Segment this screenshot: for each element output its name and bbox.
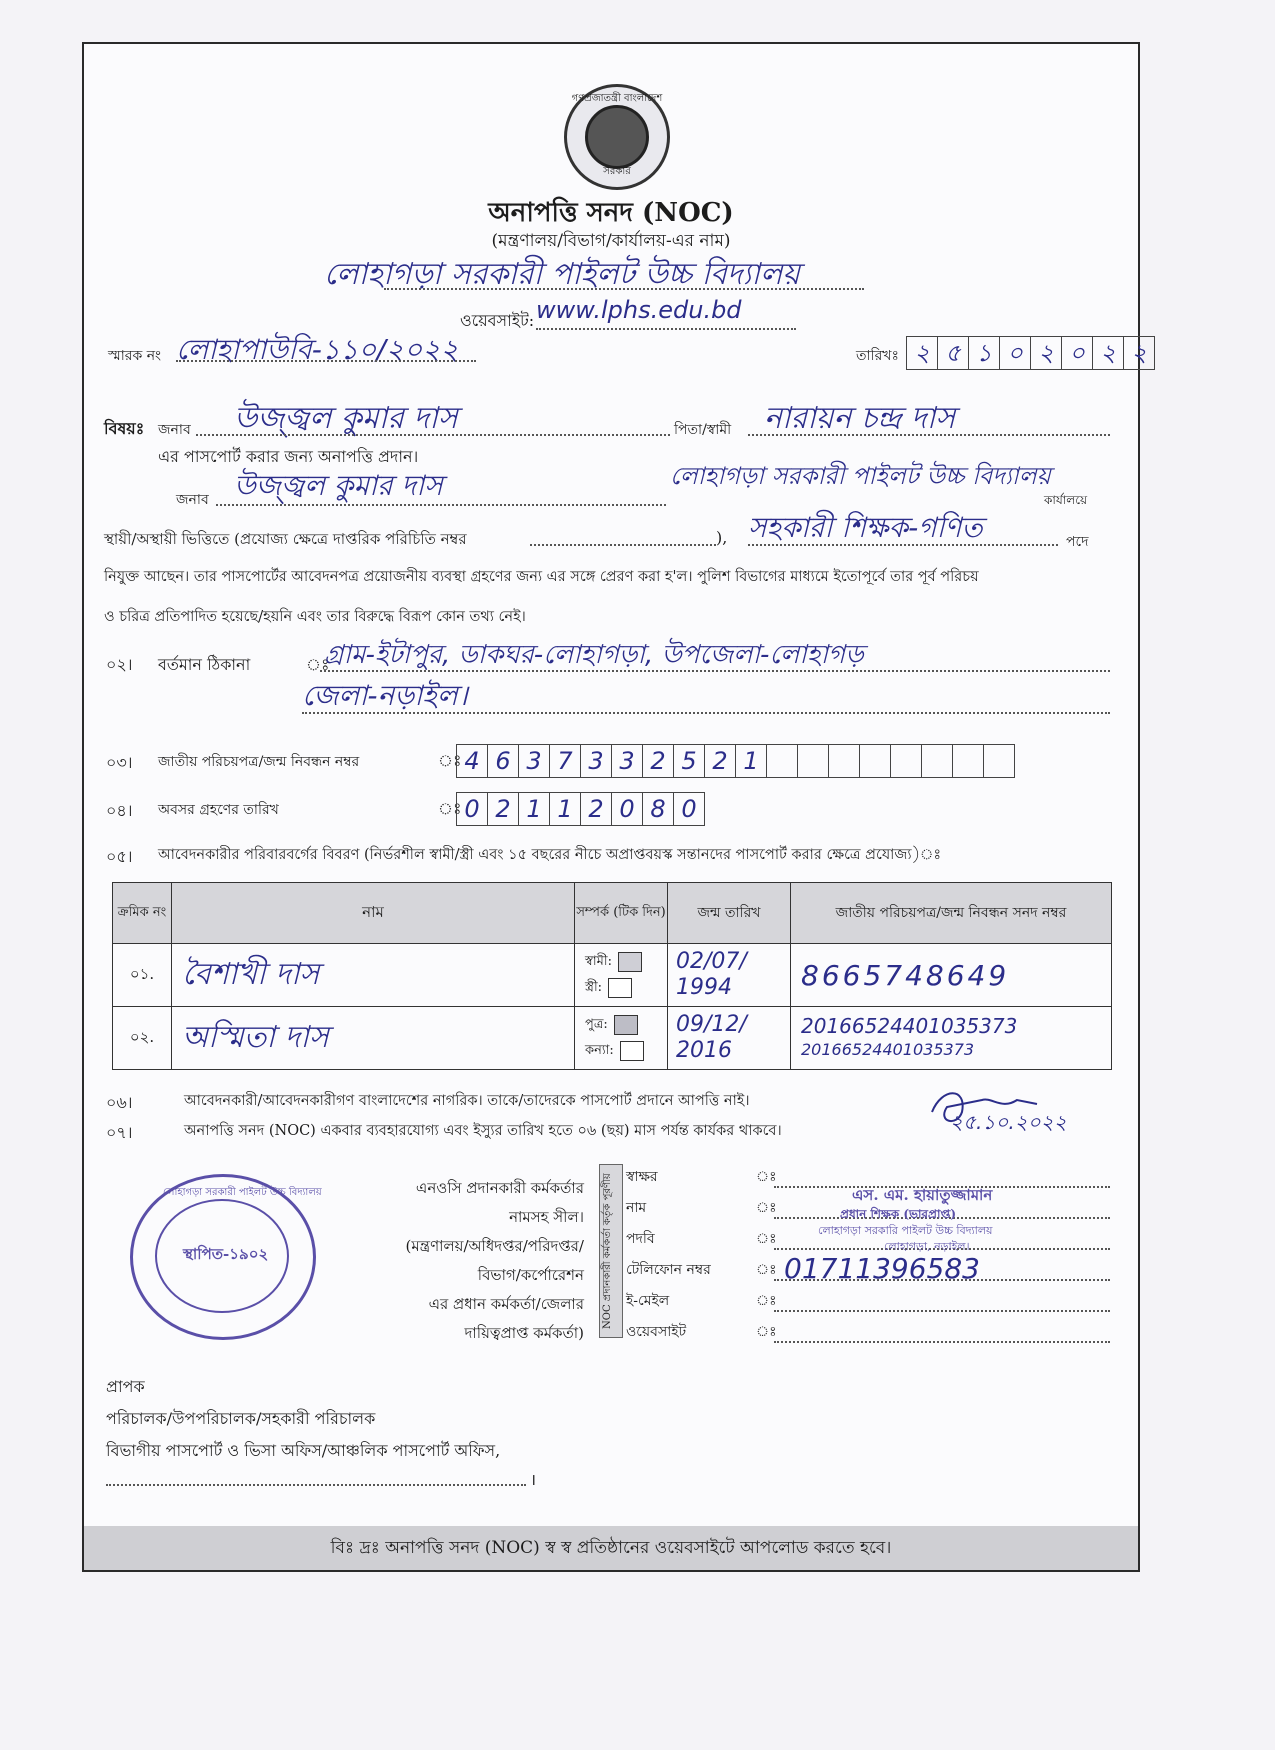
applicant-name-line	[196, 434, 670, 436]
nid-digit	[983, 744, 1015, 778]
item-04-number: ০৪।	[106, 801, 133, 820]
janab-label: জনাব	[158, 422, 191, 438]
item-07-text: অনাপত্তি সনদ (NOC) একবার ব্যবহারযোগ্য এবং ইস্যুর তারিখ হতে ০৬ (ছয়) মাস পর্যন্ত কার্যকর থাকবে।	[184, 1123, 782, 1139]
retire-digit: 8	[642, 792, 674, 826]
relation-wife-checkbox[interactable]	[608, 978, 632, 998]
authority-line: (মন্ত্রণালয়/অধিদপ্তর/পরিদপ্তর/	[405, 1237, 584, 1255]
vertical-noc-label: NOC প্রদানকারী কর্মকর্তা কর্তৃক পূরণীয়	[599, 1164, 623, 1338]
address-line-2-rule	[302, 712, 1110, 714]
memo-value: লোহাপাউবি-১১০/২০২২	[176, 333, 459, 366]
sign-field-colons	[756, 1162, 777, 1348]
row-dob	[668, 944, 791, 1007]
colon: ঃ	[756, 1200, 777, 1216]
item-07-number: ০৭।	[106, 1123, 133, 1142]
janab-label-2: জনাব	[176, 492, 209, 508]
designation-value: সহকারী শিক্ষক-গণিত	[748, 511, 983, 544]
officer-school-stamp: লোহাগড়া সরকারি পাইলট উচ্চ বিদ্যালয়	[818, 1224, 993, 1237]
date-digit: ২	[1030, 336, 1062, 370]
noc-form	[82, 42, 1147, 1572]
header-id: জাতীয় পরিচয়পত্র/জন্ম নিবন্ধন সনদ নম্বর	[791, 883, 1112, 944]
recipient-end: ।	[530, 1470, 537, 1489]
website-label: ওয়েবসাইট:	[460, 311, 535, 330]
relation-daughter-checkbox[interactable]	[620, 1041, 644, 1061]
table-row	[113, 1007, 1112, 1070]
item-02-colon: ঃ	[306, 655, 330, 674]
item-05-text: আবেদনকারীর পরিবারবর্গের বিবরণ (নির্ভরশীল স্বামী/স্ত্রী এবং ১৫ বছরের নীচে অপ্রাপ্তবয়স্ক সন্তানদের পাসপোর্ট করার ক্ষেত্রে প্রযোজ্য)ঃ	[158, 847, 942, 863]
row-relation	[575, 1007, 668, 1070]
subject-line-2: এর পাসপোর্ট করার জন্য অনাপত্তি প্রদান।	[158, 447, 419, 466]
office-name-2: লোহাগড়া সরকারী পাইলট উচ্চ বিদ্যালয়	[670, 462, 1051, 490]
recipient-line-3	[106, 1484, 526, 1486]
seal-bottom-text: সরকার	[603, 166, 631, 177]
nid-digit	[890, 744, 922, 778]
applicant-name: উজ্জ্বল কুমার দাস	[234, 401, 458, 436]
row-name: অস্মিতা দাস	[172, 1007, 575, 1070]
website-line-2	[774, 1341, 1110, 1343]
colon: ঃ	[756, 1293, 777, 1309]
authority-line: এর প্রধান কর্মকর্তা/জেলার	[428, 1295, 584, 1313]
item-03-colon: ঃ	[438, 751, 462, 770]
retire-digit: 1	[518, 792, 550, 826]
nid-digit: 3	[611, 744, 643, 778]
retire-digit: 2	[487, 792, 519, 826]
father-label: পিতা/স্বামী	[674, 422, 732, 438]
subject-label: বিষয়ঃ	[104, 419, 145, 438]
office-name-caption: (মন্ত্রণালয়/বিভাগ/কার্যালয়-এর নাম)	[491, 231, 731, 251]
permanent-line	[530, 544, 716, 546]
nid-digit	[828, 744, 860, 778]
permanent-close: ),	[716, 528, 728, 547]
nid-digit: 2	[704, 744, 736, 778]
sign-field-labels	[626, 1162, 711, 1348]
row-id: 8665748649	[791, 944, 1112, 1007]
row-id	[791, 1007, 1112, 1070]
nid-digit: 3	[518, 744, 550, 778]
header-dob: জন্ম তারিখ	[668, 883, 791, 944]
item-02-label: বর্তমান ঠিকানা	[158, 655, 251, 674]
office-name-value: লোহাগড়া সরকারী পাইলট উচ্চ বিদ্যালয়	[324, 257, 800, 292]
nid-digit: 1	[735, 744, 767, 778]
email-line	[774, 1310, 1110, 1312]
nid-digit: 4	[456, 744, 488, 778]
sign-field-label: পদবি	[626, 1231, 655, 1247]
colon: ঃ	[756, 1169, 777, 1185]
father-name-line	[748, 434, 1110, 436]
memo-label: স্মারক নং	[108, 348, 162, 364]
authority-line: নামসহ সীল।	[509, 1208, 584, 1226]
sign-field-label: নাম	[626, 1200, 647, 1216]
paragraph-line-1: নিযুক্ত আছেন। তার পাসপোর্টের আবেদনপত্র প্রয়োজনীয় ব্যবস্থা গ্রহণের জন্য এর সঙ্গে প্রেরণ করা হ'ল। পুলিশ বিভাগের মাধ্যমে ইতোপূর্বে তার পূর্ব পরিচয়	[104, 569, 979, 585]
nid-digit: 2	[642, 744, 674, 778]
father-name: নারায়ন চন্দ্র দাস	[764, 401, 956, 436]
relation-son-label: পুত্র:	[585, 1017, 608, 1032]
date-boxes	[906, 336, 1154, 370]
nid-digit: 3	[580, 744, 612, 778]
retirement-date-boxes	[456, 792, 704, 826]
recipient-line-2: বিভাগীয় পাসপোর্ট ও ভিসা অফিস/আঞ্চলিক পাসপোর্ট অফিস,	[106, 1441, 501, 1460]
designation-line	[748, 544, 1058, 546]
signature-date: ২৫.১০.২০২২	[950, 1110, 1067, 1134]
dob-line-2: 1994	[676, 975, 732, 1000]
relation-wife-label: স্ত্রী:	[585, 980, 603, 995]
date-digit: ০	[1061, 336, 1093, 370]
sign-field-label: টেলিফোন নম্বর	[626, 1262, 711, 1278]
permanent-text: স্থায়ী/অস্থায়ী ভিত্তিতে (প্রযোজ্য ক্ষেত্রে দাপ্তরিক পরিচিতি নম্বর	[104, 530, 467, 548]
item-03-number: ০৩।	[106, 753, 133, 772]
nid-digit	[766, 744, 798, 778]
recipient-line-1: পরিচালক/উপপরিচালক/সহকারী পরিচালক	[106, 1409, 376, 1428]
nid-digit	[921, 744, 953, 778]
office-name-line	[384, 288, 864, 290]
authority-line: দায়িত্বপ্রাপ্ত কর্মকর্তা)	[464, 1324, 584, 1342]
item-02-number: ০২।	[106, 655, 133, 674]
date-digit: ০	[999, 336, 1031, 370]
row-serial: ০১.	[113, 944, 172, 1007]
relation-husband-label: স্বামী:	[585, 954, 612, 969]
item-04-label: অবসর গ্রহণের তারিখ	[158, 802, 279, 818]
phone-value: 01711396583	[784, 1252, 980, 1285]
item-05-number: ০৫।	[106, 847, 133, 866]
item-03-label: জাতীয় পরিচয়পত্র/জন্ম নিবন্ধন নম্বর	[158, 754, 360, 770]
row-dob	[668, 1007, 791, 1070]
item-06-text: আবেদনকারী/আবেদনকারীগণ বাংলাদেশের নাগরিক। তাকে/তাদেরকে পাসপোর্ট প্রদানে আপত্তি নাই।	[184, 1093, 750, 1109]
footer-note: বিঃ দ্রঃ অনাপত্তি সনদ (NOC) স্ব স্ব প্রতিষ্ঠানের ওয়েবসাইটে আপলোড করতে হবে।	[84, 1526, 1138, 1570]
government-seal	[564, 84, 670, 190]
nid-digit	[859, 744, 891, 778]
dob-line-1: 02/07/	[676, 949, 747, 974]
applicant-name-2: উজ্জ্বল কুমার দাস	[234, 469, 443, 502]
website-line	[536, 328, 796, 330]
stamp-established: স্থাপিত-১৯০২	[183, 1245, 269, 1263]
authority-line: বিভাগ/কর্পোরেশন	[477, 1266, 584, 1284]
date-digit: ২	[1092, 336, 1124, 370]
stamp-ring-text: লোহাগড়া সরকারী পাইলট উচ্চ বিদ্যালয়	[163, 1187, 322, 1198]
relation-husband-checkbox[interactable]	[618, 952, 642, 972]
sign-field-label: ই-মেইল	[626, 1293, 670, 1309]
nid-digit: 6	[487, 744, 519, 778]
retire-digit: 0	[611, 792, 643, 826]
colon: ঃ	[756, 1262, 777, 1278]
nid-digit	[952, 744, 984, 778]
address-line-1-rule	[320, 670, 1110, 672]
table-row	[113, 944, 1112, 1007]
retire-digit: 1	[549, 792, 581, 826]
dob-line-1: 09/12/	[676, 1012, 747, 1037]
family-table	[112, 882, 1112, 1070]
sign-field-label: স্বাক্ষর	[626, 1169, 658, 1185]
date-label: তারিখঃ	[856, 348, 899, 364]
date-digit: ৫	[937, 336, 969, 370]
relation-son-checkbox[interactable]	[614, 1015, 638, 1035]
dob-line-2: 2016	[676, 1038, 732, 1063]
school-stamp	[130, 1174, 322, 1340]
recipient-label: প্রাপক	[106, 1377, 145, 1396]
applicant-name-2-line	[216, 504, 666, 506]
header-relation: সম্পর্ক (টিক দিন)	[575, 883, 668, 944]
page-title: অনাপত্তি সনদ (NOC)	[488, 198, 734, 228]
id-line-1: 20166524401035373	[801, 1014, 1018, 1038]
nid-digit: 5	[673, 744, 705, 778]
address-line-2: জেলা-নড়াইল।	[302, 679, 468, 712]
memo-line	[176, 360, 476, 362]
sign-field-label: ওয়েবসাইট	[626, 1324, 687, 1340]
retire-digit: 0	[456, 792, 488, 826]
colon: ঃ	[756, 1324, 777, 1340]
authority-line: এনওসি প্রদানকারী কর্মকর্তার	[415, 1179, 584, 1197]
seal-top-text: গণপ্রজাতন্ত্রী বাংলাদেশ	[571, 93, 663, 104]
id-line-2: 20166524401035373	[801, 1040, 975, 1059]
nid-digit	[797, 744, 829, 778]
item-04-colon: ঃ	[438, 799, 462, 818]
date-digit: ২	[906, 336, 938, 370]
header-name: নাম	[172, 883, 575, 944]
retire-digit: 0	[673, 792, 705, 826]
nid-digit: 7	[549, 744, 581, 778]
address-line-1: গ্রাম-ইটাপুর, ডাকঘর-লোহাগড়া, উপজেলা-লোহাগড়	[324, 640, 864, 670]
relation-daughter-label: কন্যা:	[585, 1043, 614, 1058]
map-emblem-icon	[585, 105, 649, 169]
officer-location-stamp: লোহাগড়া, নড়াইল।	[884, 1240, 970, 1253]
paragraph-line-2: ও চরিত্র প্রতিপাদিত হয়েছে/হয়নি এবং তার বিরুদ্ধে বিরূপ কোন তথ্য নেই।	[104, 609, 526, 625]
colon: ঃ	[756, 1231, 777, 1247]
designation-suffix: পদে	[1066, 534, 1089, 550]
row-name: বৈশাখী দাস	[172, 944, 575, 1007]
website-value: www.lphs.edu.bd	[536, 296, 742, 324]
officer-name-stamp: এস. এম. হায়াতুজ্জামান	[852, 1186, 993, 1204]
officer-designation-stamp: প্রধান শিক্ষক (ভারপ্রাপ্ত)	[840, 1207, 957, 1221]
date-digit: ১	[968, 336, 1000, 370]
date-digit: ২	[1123, 336, 1155, 370]
item-06-number: ০৬।	[106, 1093, 133, 1112]
authority-description	[334, 1174, 584, 1348]
nid-boxes	[456, 744, 1014, 778]
row-relation	[575, 944, 668, 1007]
table-header-row	[113, 883, 1112, 944]
row-serial: ০২.	[113, 1007, 172, 1070]
retire-digit: 2	[580, 792, 612, 826]
office-suffix: কার্যালয়ে	[1044, 493, 1088, 507]
header-serial: ক্রমিক নং	[113, 883, 172, 944]
